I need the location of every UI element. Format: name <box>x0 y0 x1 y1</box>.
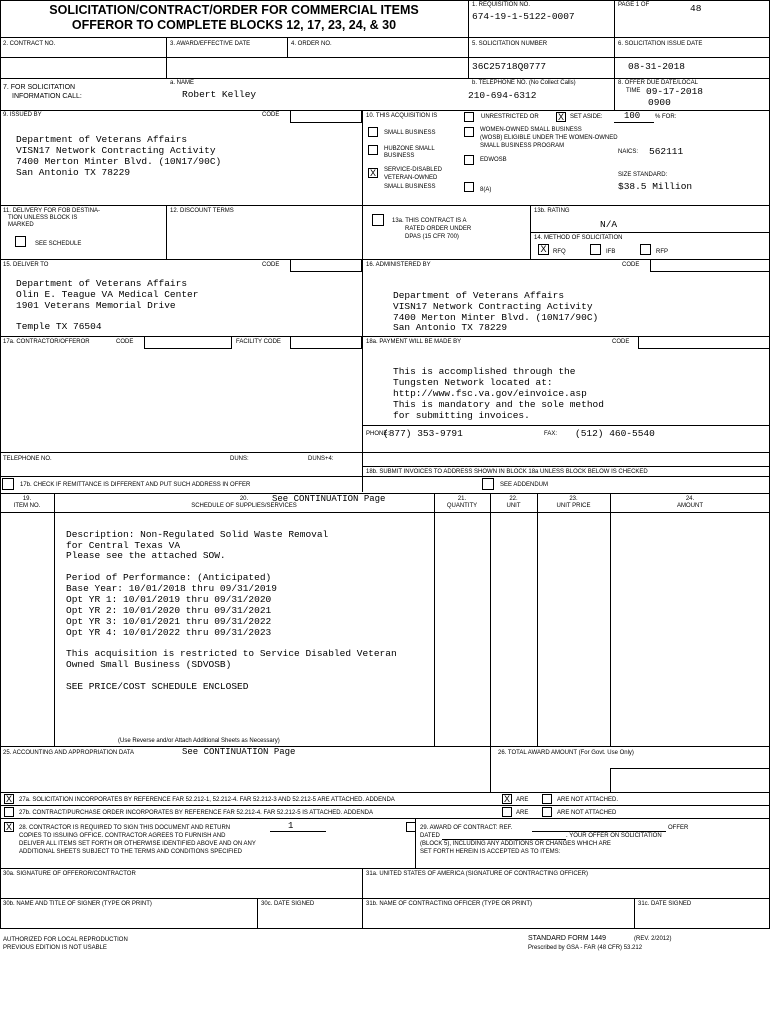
29-checkbox[interactable] <box>406 822 416 832</box>
see-addendum-checkbox[interactable] <box>482 478 494 490</box>
discount-terms-label: 12. DISCOUNT TERMS <box>170 208 234 214</box>
col-amount-num: 24. <box>685 496 695 502</box>
schedule-line: Opt YR 4: 10/01/2022 thru 09/31/2023 <box>66 627 272 638</box>
set-aside-label: SET ASIDE: <box>570 114 603 120</box>
payment-line: Tungsten Network located at: <box>393 377 553 388</box>
28-label-4: ADDITIONAL SHEETS SUBJECT TO THE TERMS AND CONDITIONS SPECIFIED <box>19 849 242 855</box>
size-standard-value[interactable]: $38.5 Million <box>618 181 693 192</box>
sdvosb-checkbox[interactable]: X <box>369 168 376 178</box>
administered-by-label: 16. ADMINISTERED BY <box>366 262 431 268</box>
29-dated-underline <box>442 839 566 840</box>
offer-due-date[interactable]: 09-17-2018 <box>646 86 704 97</box>
issue-date[interactable]: 08-31-2018 <box>628 61 686 72</box>
rfp-label: RFP <box>656 249 668 255</box>
wosb-checkbox[interactable] <box>464 127 474 137</box>
issued-by-line: Department of Veterans Affairs <box>16 134 188 145</box>
total-award-field[interactable] <box>610 768 770 793</box>
27a-are-not-label: ARE NOT ATTACHED. <box>557 797 619 803</box>
page-label: PAGE 1 OF <box>618 2 650 8</box>
rated-order-label-2: RATED ORDER UNDER <box>405 226 472 232</box>
name-label: a. NAME <box>170 80 195 86</box>
27a-label: 27a. SOLICITATION INCORPORATES BY REFERENCE FAR 52.212-1, 52.212-4. FAR 52.212-3 AND 52.212-5 ARE ATTACHED. ADDENDA <box>19 797 395 803</box>
payment-code-field[interactable] <box>638 336 770 349</box>
schedule-line: for Central Texas VA <box>66 540 181 551</box>
payment-line: This is accomplished through the <box>393 366 576 377</box>
29-ref-underline <box>532 831 666 832</box>
sdvosb-label-1: SERVICE-DISABLED <box>384 167 442 173</box>
27b-are-not-checkbox[interactable] <box>542 807 552 817</box>
27b-are-checkbox[interactable] <box>502 807 512 817</box>
offer-due-label-1: 8. OFFER DUE DATE/LOCAL <box>618 80 698 86</box>
schedule-line: Base Year: 10/01/2018 thru 09/31/2019 <box>66 583 277 594</box>
27a-are-checkbox[interactable]: X <box>503 794 510 804</box>
contact-phone[interactable]: 210-694-6312 <box>468 90 537 101</box>
copies-count[interactable]: 1 <box>288 821 294 831</box>
signature-offeror-label: 30a. SIGNATURE OF OFFEROR/CONTRACTOR <box>3 871 136 877</box>
rating-divider <box>530 232 770 233</box>
total-award-label: 26. TOTAL AWARD AMOUNT (For Govt. Use Only) <box>498 750 634 756</box>
sdvosb-label-2: VETERAN-OWNED <box>384 175 438 181</box>
schedule-line: SEE PRICE/COST SCHEDULE ENCLOSED <box>66 681 249 692</box>
contractor-label: 17a. CONTRACTOR/OFFEROR <box>3 339 90 345</box>
percent-for-label: % FOR: <box>655 114 677 120</box>
eight-a-checkbox[interactable] <box>464 182 474 192</box>
requisition-number[interactable]: 674-19-1-5122-0007 <box>472 11 575 22</box>
percent-underline <box>614 122 654 123</box>
col-amount: AMOUNT <box>677 503 703 509</box>
duns-label: DUNS: <box>230 456 249 462</box>
issued-by-line: 7400 Merton Minter Blvd. (10N17/90C) <box>16 156 222 167</box>
officer-date-label: 31c. DATE SIGNED <box>638 901 692 907</box>
29-label-3: (BLOCK 5), INCLUDING ANY ADDITIONS OR CHANGES WHICH ARE <box>420 841 611 847</box>
deliver-to-line: Department of Veterans Affairs <box>16 278 188 289</box>
duns4-label: DUNS+4: <box>308 456 334 462</box>
accounting-value[interactable]: See CONTINUATION Page <box>182 747 296 757</box>
signer-name-label: 30b. NAME AND TITLE OF SIGNER (TYPE OR PRINT) <box>3 901 152 907</box>
wosb-label-3: SMALL BUSINESS PROGRAM <box>480 143 565 149</box>
copies-underline <box>270 831 326 832</box>
col-schedule-num: 20. <box>239 496 249 502</box>
hubzone-label-1: HUBZONE SMALL <box>384 146 435 152</box>
reverse-note: (Use Reverse and/or Attach Additional Sheets as Necessary) <box>118 738 280 744</box>
facility-code-field[interactable] <box>290 336 362 349</box>
see-schedule-label: SEE SCHEDULE <box>35 241 82 247</box>
offer-due-time[interactable]: 0900 <box>648 97 671 108</box>
payment-phone-label: PHONE: <box>366 431 390 437</box>
col-unit-price-num: 23. <box>569 496 578 502</box>
27b-are-label: ARE <box>516 810 529 816</box>
rating-value[interactable]: N/A <box>600 219 618 230</box>
issued-by-code-label: CODE <box>262 112 280 118</box>
27a-are-not-checkbox[interactable] <box>542 794 552 804</box>
offer-due-label-2: TIME <box>626 88 641 94</box>
edwosb-checkbox[interactable] <box>464 155 474 165</box>
deliver-to-line: Olin E. Teague VA Medical Center <box>16 289 199 300</box>
rating-label: 13b. RATING <box>534 208 570 214</box>
deliver-to-label: 15. DELIVER TO <box>3 262 49 268</box>
schedule-line: Description: Non-Regulated Solid Waste Removal <box>66 529 329 540</box>
contractor-code-field[interactable] <box>144 336 232 349</box>
facility-code-label: FACILITY CODE <box>236 339 281 345</box>
rfq-label: RFQ <box>553 249 566 255</box>
schedule-line: Please see the attached SOW. <box>66 550 226 561</box>
form-title-line1: SOLICITATION/CONTRACT/ORDER FOR COMMERCIAL ITEMS <box>49 3 419 17</box>
submit-invoices-label: 18b. SUBMIT INVOICES TO ADDRESS SHOWN IN BLOCK 18a UNLESS BLOCK BELOW IS CHECKED <box>366 469 648 475</box>
footer-authorized: AUTHORIZED FOR LOCAL REPRODUCTION <box>3 937 128 943</box>
naics-code[interactable]: 562111 <box>649 146 684 157</box>
schedule-line: Opt YR 3: 10/01/2021 thru 09/31/2022 <box>66 616 272 627</box>
rated-order-checkbox[interactable] <box>372 214 384 226</box>
administered-by-line: San Antonio TX 78229 <box>393 322 508 333</box>
col-unit-price: UNIT PRICE <box>556 503 591 509</box>
27a-are-label: ARE <box>516 797 529 803</box>
col-item-num: 19. <box>22 496 32 502</box>
acquisition-label: 10. THIS ACQUISITION IS <box>366 113 438 119</box>
page-count: 48 <box>690 3 702 14</box>
ifb-label: IFB <box>606 249 616 255</box>
order-no-label: 4. ORDER NO. <box>291 41 332 47</box>
schedule-line: Opt YR 2: 10/01/2020 thru 09/31/2021 <box>66 605 272 616</box>
solicitation-number[interactable]: 36C25718Q0777 <box>472 61 547 72</box>
requisition-label: 1. REQUISITION NO. <box>472 2 531 8</box>
contractor-telephone-label: TELEPHONE NO. <box>3 456 52 462</box>
schedule-continuation-note: See CONTINUATION Page <box>272 494 386 504</box>
col-unit: UNIT <box>506 503 521 509</box>
28-checkbox[interactable]: X <box>5 822 12 832</box>
administered-by-line: VISN17 Network Contracting Activity <box>393 301 593 312</box>
payment-fax[interactable]: (512) 460-5540 <box>575 428 655 439</box>
administered-by-code-field[interactable] <box>650 259 770 272</box>
29-label-1: 29. AWARD OF CONTRACT: REF. <box>420 825 513 831</box>
small-business-label: SMALL BUSINESS <box>384 130 436 136</box>
contract-no-label: 2. CONTRACT NO. <box>3 41 56 47</box>
info-call-label-2: INFORMATION CALL: <box>12 93 82 100</box>
payment-fax-label: FAX: <box>544 431 558 437</box>
officer-name-label: 31b. NAME OF CONTRACTING OFFICER (TYPE OR PRINT) <box>366 901 533 907</box>
payment-line: http://www.fsc.va.gov/einvoice.asp <box>393 388 587 399</box>
administered-by-line: 7400 Merton Minter Blvd. (10N17/90C) <box>393 312 599 323</box>
payment-line: for submitting invoices. <box>393 410 530 421</box>
administered-by-line: Department of Veterans Affairs <box>393 290 565 301</box>
payment-line: This is mandatory and the sole method <box>393 399 604 410</box>
wosb-label-2: (WOSB) ELIGIBLE UNDER THE WOMEN-OWNED <box>480 135 618 141</box>
set-aside-checkbox[interactable]: X <box>557 112 564 122</box>
administered-by-code-label: CODE <box>622 262 640 268</box>
set-aside-percent[interactable]: 100 <box>624 111 641 121</box>
27b-checkbox[interactable] <box>4 807 14 817</box>
info-call-label-1: 7. FOR SOLICITATION <box>3 84 76 91</box>
27a-checkbox[interactable]: X <box>5 794 12 804</box>
footer-prescribed: Prescribed by GSA - FAR (48 CFR) 53.212 <box>528 945 643 951</box>
remittance-label: 17b. CHECK IF REMITTANCE IS DIFFERENT AND PUT SUCH ADDRESS IN OFFER <box>20 482 251 488</box>
col-quantity-num: 21. <box>457 496 467 502</box>
rfq-checkbox[interactable]: X <box>538 244 549 255</box>
27b-label: 27b. CONTRACT/PURCHASE ORDER INCORPORATES BY REFERENCE FAR 52.212-4. FAR 52.212-5 IS ATTACHED. ADDENDA <box>19 810 373 816</box>
deliver-to-code-field[interactable] <box>290 259 362 272</box>
form-title-line2: OFFEROR TO COMPLETE BLOCKS 12, 17, 23, 24, & 30 <box>71 18 397 32</box>
method-label: 14. METHOD OF SOLICITATION <box>534 235 623 241</box>
28-label-2: COPIES TO ISSUING OFFICE. CONTRACTOR AGREES TO FURNISH AND <box>19 833 226 839</box>
ifb-checkbox[interactable] <box>590 244 601 255</box>
award-date-label: 3. AWARD/EFFECTIVE DATE <box>170 41 251 47</box>
col-item-no: ITEM NO. <box>13 503 41 509</box>
unrestricted-label: UNRESTRICTED OR <box>481 114 539 120</box>
small-business-checkbox[interactable] <box>368 127 378 137</box>
signature-officer-label: 31a. UNITED STATES OF AMERICA (SIGNATURE OF CONTRACTING OFFICER) <box>366 871 589 877</box>
issued-by-code-field[interactable] <box>290 110 362 123</box>
eight-a-label: 8(A) <box>480 187 492 193</box>
payment-label: 18a. PAYMENT WILL BE MADE BY <box>366 339 462 345</box>
footer-revision: (REV. 2/2012) <box>634 936 672 942</box>
contractor-code-label: CODE <box>116 339 134 345</box>
hubzone-checkbox[interactable] <box>368 145 378 155</box>
col-quantity: QUANTITY <box>446 503 478 509</box>
solicitation-number-label: 5. SOLICITATION NUMBER <box>472 41 548 47</box>
schedule-line: Period of Performance: (Anticipated) <box>66 572 272 583</box>
28-label-1: 28. CONTRACTOR IS REQUIRED TO SIGN THIS DOCUMENT AND RETURN <box>19 825 231 831</box>
see-schedule-checkbox[interactable] <box>15 236 26 247</box>
hubzone-label-2: BUSINESS <box>384 153 415 159</box>
signer-date-label: 30c. DATE SIGNED <box>261 901 315 907</box>
28-label-3: DELIVER ALL ITEMS SET FORTH OR OTHERWISE IDENTIFIED ABOVE AND ON ANY <box>19 841 256 847</box>
remittance-checkbox[interactable] <box>2 478 14 490</box>
29-label-4: SET FORTH HEREIN IS ACCEPTED AS TO ITEMS: <box>420 849 561 855</box>
payment-code-label: CODE <box>612 339 630 345</box>
size-standard-label: SIZE STANDARD: <box>618 172 668 178</box>
issue-date-label: 6. SOLICITATION ISSUE DATE <box>618 41 703 47</box>
delivery-label-3: MARKED <box>8 222 34 228</box>
telephone-label: b. TELEPHONE NO. (No Collect Calls) <box>472 80 576 86</box>
schedule-line: This acquisition is restricted to Service Disabled Veteran <box>66 648 397 659</box>
issued-by-line: San Antonio TX 78229 <box>16 167 131 178</box>
deliver-to-line: 1901 Veterans Memorial Drive <box>16 300 176 311</box>
issued-by-line: VISN17 Network Contracting Activity <box>16 145 216 156</box>
deliver-to-code-label: CODE <box>262 262 280 268</box>
accounting-label: 25. ACCOUNTING AND APPROPRIATION DATA <box>3 750 135 756</box>
schedule-line: Opt YR 1: 10/01/2019 thru 09/31/2020 <box>66 594 272 605</box>
rfp-checkbox[interactable] <box>640 244 651 255</box>
col-schedule: SCHEDULE OF SUPPLIES/SERVICES <box>191 503 297 509</box>
footer-previous-edition: PREVIOUS EDITION IS NOT USABLE <box>3 945 107 951</box>
29-label-2b: . YOUR OFFER ON SOLICITATION <box>566 833 662 839</box>
deliver-to-city: Temple TX 76504 <box>16 321 102 332</box>
delivery-label-1: 11. DELIVERY FOR FOB DESTINA- <box>3 208 101 214</box>
29-offer-label: OFFER <box>668 825 689 831</box>
footer-form-name: STANDARD FORM 1449 <box>528 935 607 942</box>
27b-are-not-label: ARE NOT ATTACHED <box>557 810 617 816</box>
schedule-line: Owned Small Business (SDVOSB) <box>66 659 232 670</box>
payment-phone[interactable]: (877) 353-9791 <box>383 428 463 439</box>
naics-label: NAICS: <box>618 149 639 155</box>
29-label-2: DATED <box>420 833 440 839</box>
issued-by-label: 9. ISSUED BY <box>3 112 42 118</box>
rated-order-label-1: 13a. THIS CONTRACT IS A <box>392 218 467 224</box>
contact-name[interactable]: Robert Kelley <box>182 89 257 100</box>
wosb-label-1: WOMEN-OWNED SMALL BUSINESS <box>480 127 582 133</box>
see-addendum-label: SEE ADDENDUM <box>500 482 549 488</box>
rated-order-label-3: DPAS (15 CFR 700) <box>405 234 459 240</box>
delivery-label-2: TION UNLESS BLOCK IS <box>8 215 78 221</box>
edwosb-label: EDWOSB <box>480 157 507 163</box>
sdvosb-label-3: SMALL BUSINESS <box>384 184 436 190</box>
unrestricted-checkbox[interactable] <box>464 112 474 122</box>
col-unit-num: 22. <box>509 496 518 502</box>
